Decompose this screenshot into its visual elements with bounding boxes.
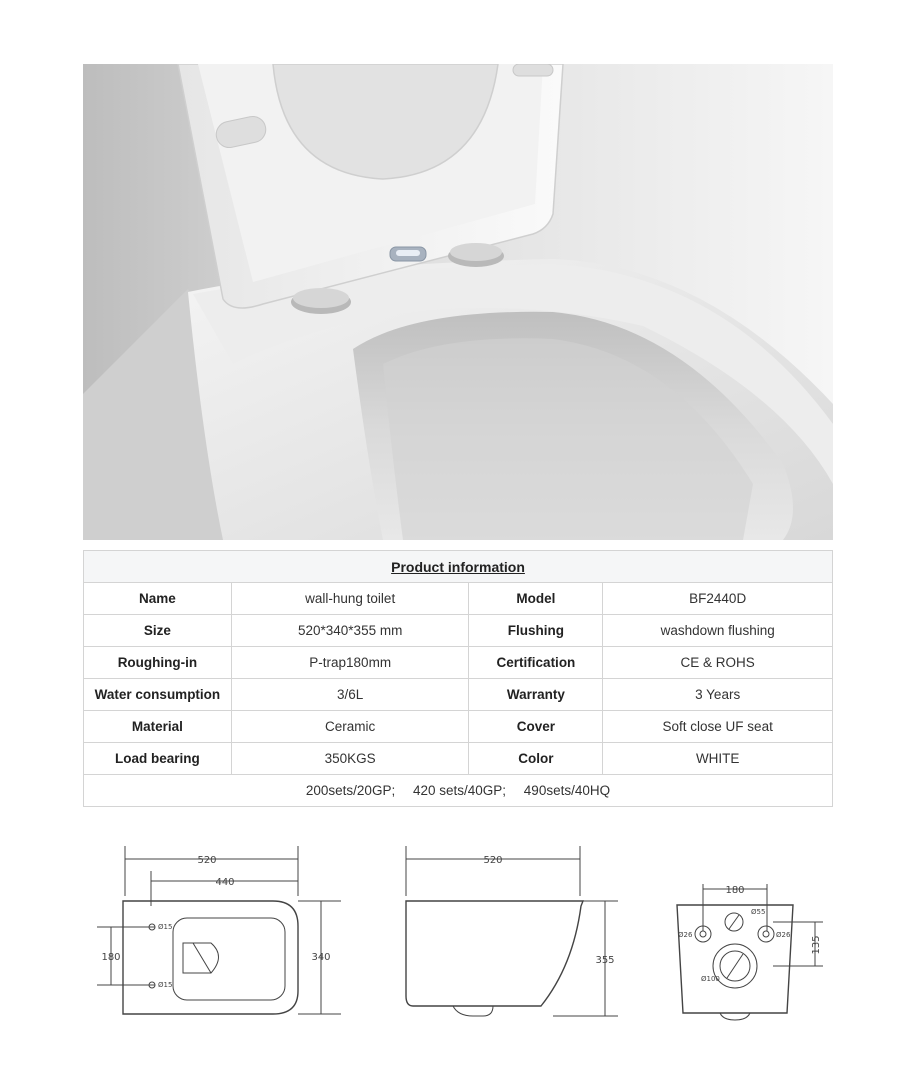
value-roughing-in: P-trap180mm xyxy=(231,647,469,679)
dim-rear-height: 135 xyxy=(811,935,822,955)
packing-20gp: 200sets/20GP; xyxy=(305,783,396,798)
label-cover: Cover xyxy=(469,711,603,743)
value-material: Ceramic xyxy=(231,711,469,743)
label-model: Model xyxy=(469,583,603,615)
value-warranty: 3 Years xyxy=(603,679,833,711)
label-color: Color xyxy=(469,743,603,775)
value-name: wall-hung toilet xyxy=(231,583,469,615)
dim-top-height: 180 xyxy=(101,952,121,963)
dim-top-width: 520 xyxy=(197,855,217,866)
table-title-text: Product information xyxy=(391,558,525,575)
table-row xyxy=(84,743,833,775)
product-information-table xyxy=(83,550,833,807)
dim-top-inner: 440 xyxy=(215,877,235,888)
value-color: WHITE xyxy=(603,743,833,775)
label-water-consumption: Water consumption xyxy=(84,679,232,711)
dim-rear-hole-left: Ø26 xyxy=(678,931,693,939)
label-certification: Certification xyxy=(469,647,603,679)
packing-40hq: 490sets/40HQ xyxy=(523,783,611,798)
table-row xyxy=(84,615,833,647)
packing-40gp: 420 sets/40GP; xyxy=(412,783,507,798)
value-water-consumption: 3/6L xyxy=(231,679,469,711)
label-roughing-in: Roughing-in xyxy=(84,647,232,679)
top-view-drawing xyxy=(83,836,353,1036)
product-photo xyxy=(83,64,833,540)
dim-top-depth: 340 xyxy=(311,952,331,963)
label-warranty: Warranty xyxy=(469,679,603,711)
table-title xyxy=(84,551,833,583)
table-row xyxy=(84,583,833,615)
label-flushing: Flushing xyxy=(469,615,603,647)
dim-rear-outlet: Ø100 xyxy=(701,975,720,983)
label-name: Name xyxy=(84,583,232,615)
rear-view-drawing xyxy=(663,836,833,1036)
dim-rear-spacing: 180 xyxy=(725,885,745,896)
packing-info xyxy=(84,775,833,807)
dim-rear-hole-small: Ø55 xyxy=(751,908,766,916)
technical-drawings xyxy=(83,836,833,1036)
value-cover: Soft close UF seat xyxy=(603,711,833,743)
toilet-photo-illustration xyxy=(83,64,833,540)
label-load-bearing: Load bearing xyxy=(84,743,232,775)
dim-side-height: 355 xyxy=(595,955,615,966)
table-row xyxy=(84,647,833,679)
dim-top-hole-1: Ø15 xyxy=(158,923,173,931)
table-row xyxy=(84,679,833,711)
value-size: 520*340*355 mm xyxy=(231,615,469,647)
value-flushing: washdown flushing xyxy=(603,615,833,647)
dim-rear-hole-right: Ø26 xyxy=(776,931,791,939)
dim-top-hole-2: Ø15 xyxy=(158,981,173,989)
table-row xyxy=(84,711,833,743)
side-view-drawing xyxy=(393,836,643,1036)
value-load-bearing: 350KGS xyxy=(231,743,469,775)
value-certification: CE & ROHS xyxy=(603,647,833,679)
label-size: Size xyxy=(84,615,232,647)
value-model: BF2440D xyxy=(603,583,833,615)
dim-side-width: 520 xyxy=(483,855,503,866)
label-material: Material xyxy=(84,711,232,743)
